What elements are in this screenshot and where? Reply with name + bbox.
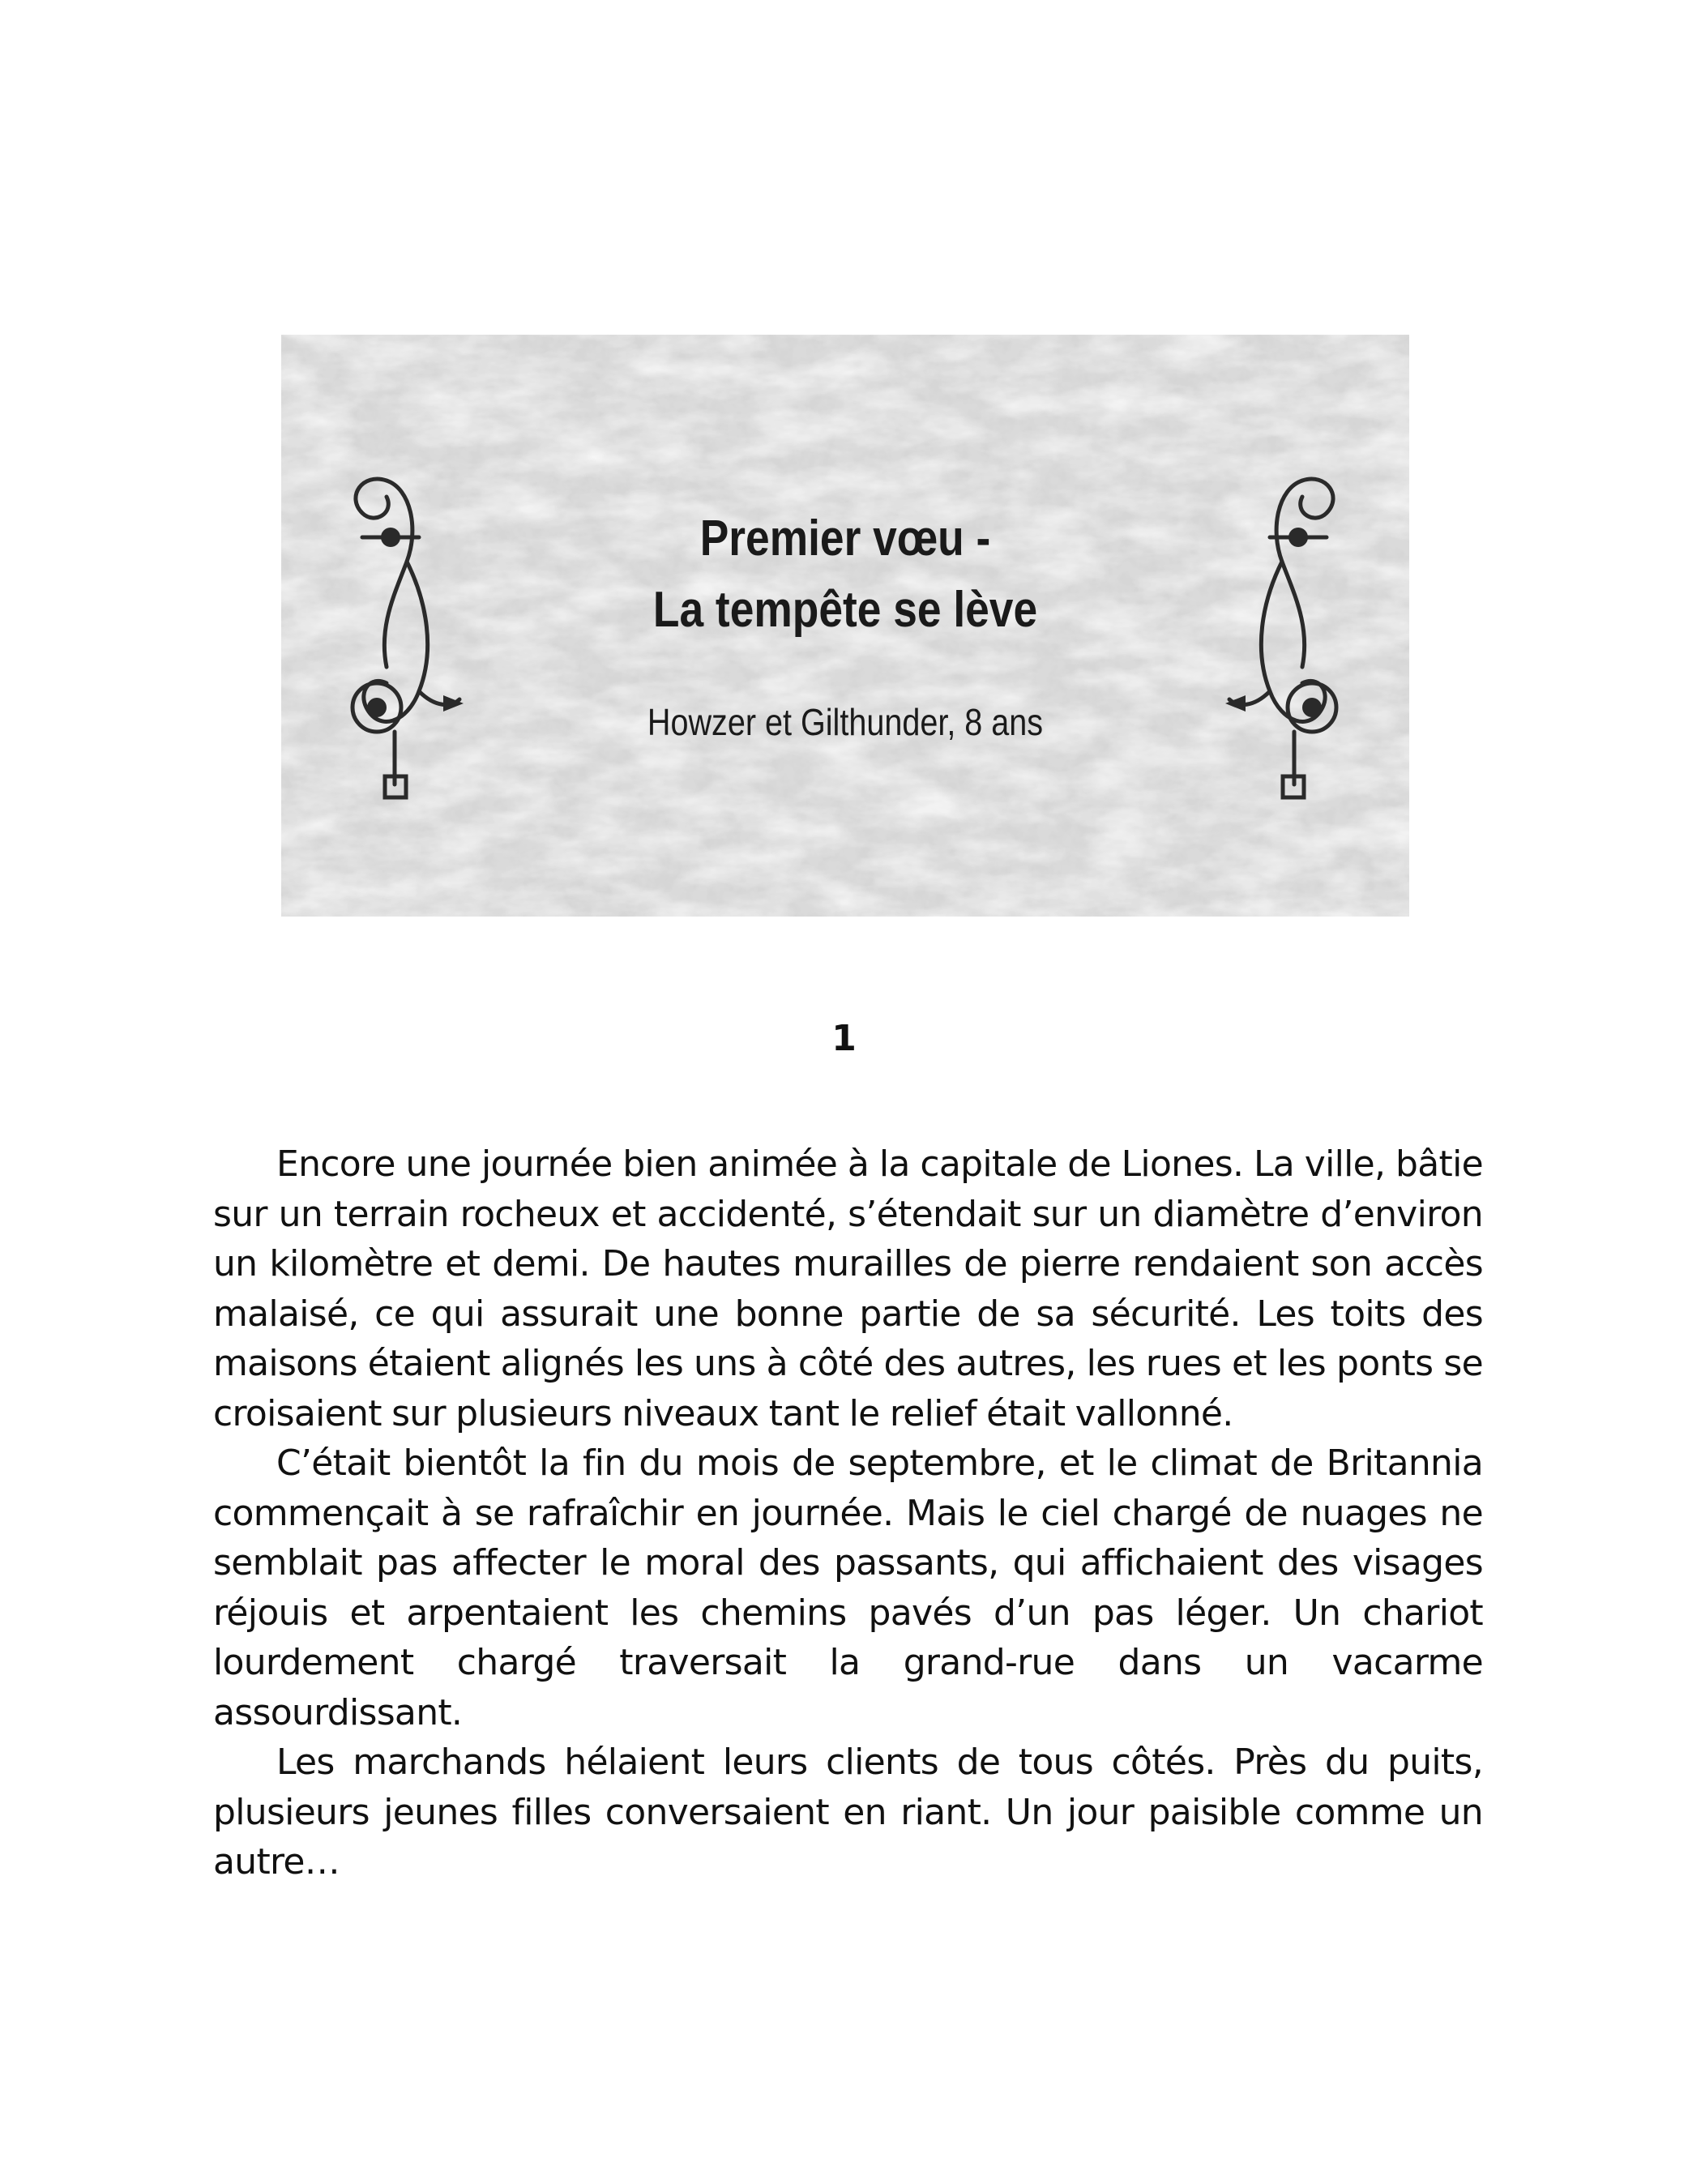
section-number: 1 <box>831 1018 857 1059</box>
paragraph: Encore une journée bien animée à la capitale de Liones. La ville, bâtie sur un terrain rocheux et accidenté, s’étendait sur un diamètre d’environ un kilomètre et demi. De hautes murailles de pierre rendaient son accès malaisé, ce qui assurait une bonne partie de sa sécurité. Les toits des maisons étaient alignés les uns à côté des autres, les rues et les ponts se croisaient sur plusieurs niveaux tant le relief était vallonné. <box>213 1143 1483 1434</box>
chapter-title-line-1: Premier vœu - <box>699 511 991 566</box>
paragraph: Les marchands hélaient leurs clients de tous côtés. Près du puits, plusieurs jeunes filles conversaient en riant. Un jour paisible comme un autre… <box>213 1742 1483 1883</box>
paragraph: C’était bientôt la fin du mois de septembre, et le climat de Britannia commençait à se rafraîchir en journée. Mais le ciel chargé de nuages ne semblait pas affecter le moral des passants, qui affichaient des visages réjouis et arpentaient les chemins pavés d’un pas léger. Un chariot lourdement chargé traversait la grand-rue dans un vacarme assourdissant. <box>213 1442 1483 1733</box>
chapter-title-line-2: La tempête se lève <box>652 582 1038 638</box>
chapter-banner <box>281 335 1409 917</box>
chapter-subtitle: Howzer et Gilthunder, 8 ans <box>647 701 1044 743</box>
body-text <box>213 1139 1483 1887</box>
